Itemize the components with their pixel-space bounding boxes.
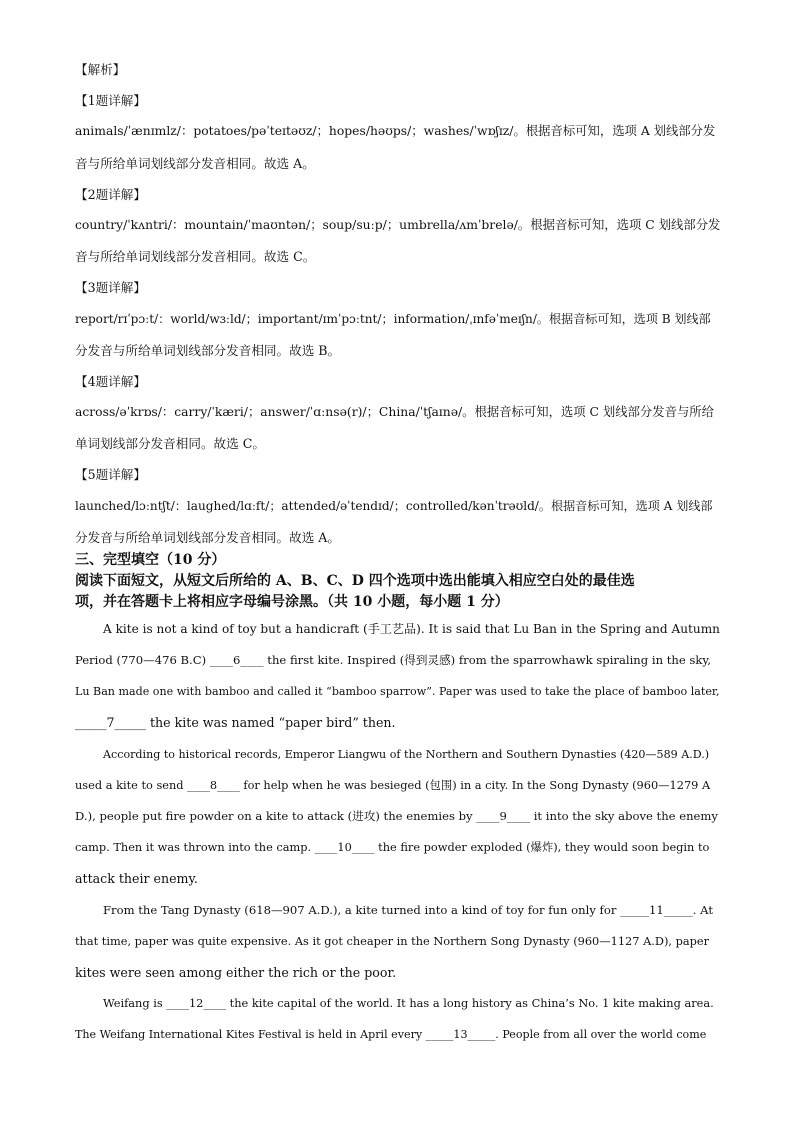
blank-8: ____8____: [187, 777, 240, 792]
p3-line-3: kites were seen among either the rich or the poor.: [75, 964, 397, 980]
p2-line-4-b: the fire powder exploded (爆炸), they would soon begin to: [374, 840, 710, 855]
q3-heading: 【3题详解】: [75, 280, 146, 296]
blank-11: _____11_____: [620, 902, 693, 917]
p3-line-2: that time, paper was quite expensive. As it got cheaper in the Northern Song Dynasty (960—1127 A.D), paper: [75, 933, 710, 948]
q1-line-1: animals/ˈænɪmlz/：potatoes/pəˈteɪtəʊz/；hopes/həʊps/；washes/ˈwɒʃɪz/。根据音标可知，选项 A 划线部分发: [75, 124, 716, 139]
section3-instructions-1: 阅读下面短文，从短文后所给的 A、B、C、D 四个选项中选出能填入相应空白处的最佳选: [75, 572, 635, 589]
p2-line-4: [75, 840, 720, 855]
q5-heading: 【5题详解】: [75, 467, 146, 483]
p4-line-1-a: Weifang is: [103, 996, 167, 1011]
p1-line-4-b: the kite was named “paper bird” then.: [145, 715, 396, 731]
p4-line-2-a: The Weifang International Kites Festival is held in April every: [75, 1028, 426, 1042]
blank-12: ____12____: [166, 996, 227, 1011]
q4-line-1: across/əˈkrɒs/：carry/ˈkæri/；answer/ˈɑːnsə(r)/；China/ˈtʃaɪnə/。根据音标可知，选项 C 划线部分发音与所给: [75, 405, 714, 420]
p1-line-2: [75, 653, 720, 668]
q2-line-2: 音与所给单词划线部分发音相同。故选 C。: [75, 249, 316, 265]
p2-line-3-b: it into the sky above the enemy: [530, 808, 718, 823]
p3-line-1-b: . At: [692, 902, 713, 917]
p3-line-1: [75, 903, 720, 918]
analysis-header: 【解析】: [75, 62, 126, 77]
blank-13: _____13_____: [425, 1028, 496, 1042]
p4-line-2-b: . People from all over the world come: [495, 1028, 707, 1042]
p2-line-2-b: for help when he was besieged (包围) in a city. In the Song Dynasty (960—1279 A: [239, 777, 711, 792]
p1-line-2-a: Period (770—476 B.C): [75, 653, 210, 667]
q1-line-2: 音与所给单词划线部分发音相同。故选 A。: [75, 155, 315, 171]
p2-line-5: attack their enemy.: [75, 871, 198, 887]
q1-heading: 【1题详解】: [75, 93, 146, 109]
p1-line-4: [75, 715, 720, 730]
q2-line-1: country/ˈkʌntri/：mountain/ˈmaʊntən/；soup/suːp/；umbrella/ʌmˈbrelə/。根据音标可知，选项 C 划线部分发: [75, 217, 721, 232]
blank-9: ____9____: [476, 808, 531, 823]
blank-7: _____7_____: [75, 715, 146, 731]
p4-line-1: [75, 996, 720, 1011]
p4-line-2: [75, 1027, 720, 1042]
p2-line-3: [75, 809, 720, 824]
p4-line-1-b: the kite capital of the world. It has a long history as China’s No. 1 kite making area.: [226, 996, 714, 1011]
p2-line-4-a: camp. Then it was thrown into the camp.: [75, 840, 315, 855]
p2-line-3-a: D.), people put fire powder on a kite to attack (进攻) the enemies by: [75, 808, 477, 823]
section3-instructions-2: 项，并在答题卡上将相应字母编号涂黑。（共 10 小题，每小题 1 分）: [75, 593, 509, 610]
q2-heading: 【2题详解】: [75, 186, 146, 202]
q4-heading: 【4题详解】: [75, 373, 146, 389]
q4-line-2: 单词划线部分发音相同。故选 C。: [75, 436, 265, 452]
q5-line-2: 分发音与所给单词划线部分发音相同。故选 A。: [75, 529, 340, 545]
q3-line-2: 分发音与所给单词划线部分发音相同。故选 B。: [75, 342, 341, 358]
document-page: [75, 62, 720, 1058]
blank-10: ____10____: [314, 840, 375, 855]
q3-line-1: report/rɪˈpɔːt/：world/wɜːld/；important/ɪmˈpɔːtnt/；information/ˌɪnfəˈmeɪʃn/。根据音标可知，选项 B 划线部: [75, 311, 711, 326]
p2-line-2: [75, 778, 720, 793]
p3-line-1-a: From the Tang Dynasty (618—907 A.D.), a kite turned into a kind of toy for fun only for: [103, 902, 621, 917]
p2-line-1: According to historical records, Emperor Liangwu of the Northern and Southern Dynasties (420—589 A.D.): [103, 747, 710, 761]
p1-line-3: Lu Ban made one with bamboo and called it “bamboo sparrow”. Paper was used to take the place of bamboo later,: [75, 685, 720, 699]
q5-line-1: launched/lɔːntʃt/：laughed/lɑːft/；attended/əˈtendɪd/；controlled/kənˈtrəʊld/。根据音标可知，选项 A 划线部: [75, 498, 713, 513]
p1-line-1: A kite is not a kind of toy but a handicraft (手工艺品). It is said that Lu Ban in the Spring and Autumn: [103, 621, 720, 636]
p1-line-2-b: the first kite. Inspired (得到灵感) from the sparrowhawk spiraling in the sky,: [263, 653, 712, 667]
blank-6: ____6____: [209, 653, 264, 667]
p2-line-2-a: used a kite to send: [75, 777, 188, 792]
section3-title: 三、完型填空（10 分）: [75, 551, 226, 568]
